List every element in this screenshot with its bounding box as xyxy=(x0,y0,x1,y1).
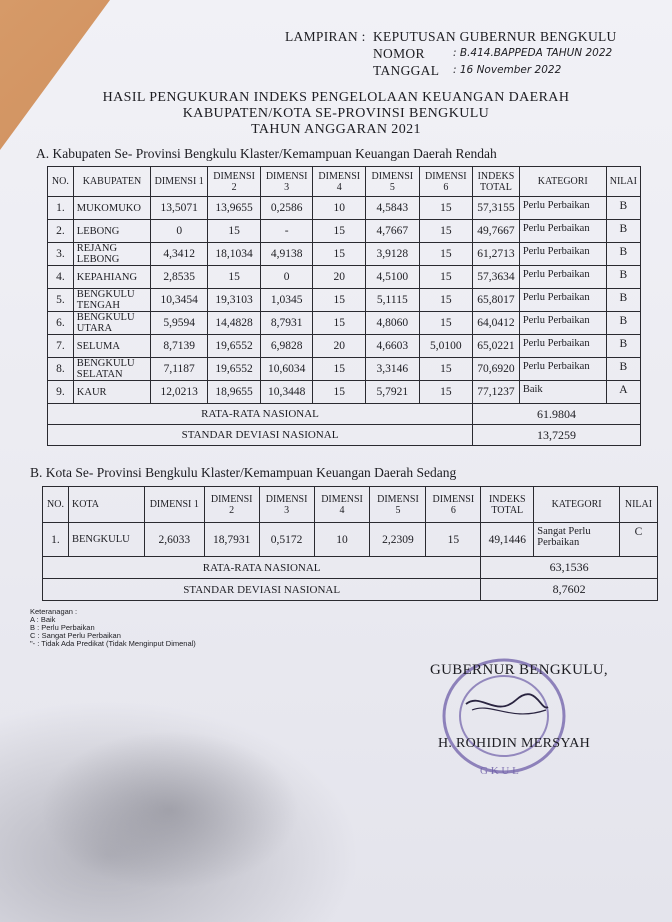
category-cell: Perlu Perbaikan xyxy=(519,220,606,243)
index-total-cell: 57,3155 xyxy=(473,197,520,220)
nomor-label: NOMOR xyxy=(373,46,425,61)
col-header: NILAI xyxy=(619,487,657,523)
row-number: 9. xyxy=(48,381,74,404)
region-name: LEBONG xyxy=(73,220,150,243)
grade-cell: C xyxy=(619,523,657,557)
dimension-cell: 15 xyxy=(419,220,473,243)
col-header: DIMENSI 2 xyxy=(208,167,261,197)
grade-cell: B xyxy=(606,289,640,312)
category-cell: Baik xyxy=(519,381,606,404)
grade-cell: B xyxy=(606,197,640,220)
dimension-cell: 5,1115 xyxy=(366,289,420,312)
dimension-cell: - xyxy=(260,220,313,243)
row-number: 6. xyxy=(48,312,74,335)
index-total-cell: 49,1446 xyxy=(481,523,534,557)
index-total-cell: 61,2713 xyxy=(473,243,520,266)
dimension-cell: 5,9594 xyxy=(151,312,208,335)
std-value: 13,7259 xyxy=(473,425,641,446)
dimension-cell: 2,2309 xyxy=(370,523,426,557)
std-value: 8,7602 xyxy=(481,579,658,601)
dimension-cell: 3,3146 xyxy=(366,358,420,381)
dimension-cell: 4,7667 xyxy=(366,220,420,243)
row-number: 2. xyxy=(48,220,74,243)
dimension-cell: 3,9128 xyxy=(366,243,420,266)
dimension-cell: 0 xyxy=(151,220,208,243)
dimension-cell: 10 xyxy=(313,197,366,220)
row-number: 1. xyxy=(43,523,69,557)
doc-title-line1: HASIL PENGUKURAN INDEKS PENGELOLAAN KEUANGAN DAERAH xyxy=(102,90,570,105)
dimension-cell: 15 xyxy=(419,243,473,266)
col-header: DIMENSI 6 xyxy=(419,167,473,197)
col-header: DIMENSI 5 xyxy=(366,167,420,197)
row-number: 7. xyxy=(48,335,74,358)
index-total-cell: 77,1237 xyxy=(473,381,520,404)
grade-cell: B xyxy=(606,266,640,289)
dimension-cell: 14,4828 xyxy=(208,312,261,335)
dimension-cell: 10,6034 xyxy=(260,358,313,381)
table-header-row xyxy=(48,167,641,197)
dimension-cell: 18,1034 xyxy=(208,243,261,266)
table-row xyxy=(48,266,641,289)
row-number: 4. xyxy=(48,266,74,289)
dimension-cell: 15 xyxy=(419,381,473,404)
dimension-cell: 1,0345 xyxy=(260,289,313,312)
dimension-cell: 10 xyxy=(314,523,370,557)
table-row xyxy=(48,381,641,404)
index-total-cell: 65,8017 xyxy=(473,289,520,312)
index-total-cell: 64,0412 xyxy=(473,312,520,335)
dimension-cell: 13,5071 xyxy=(151,197,208,220)
dimension-cell: 15 xyxy=(208,266,261,289)
col-header: NO. xyxy=(43,487,69,523)
col-header: KOTA xyxy=(68,487,144,523)
std-label: STANDAR DEVIASI NASIONAL xyxy=(43,579,481,601)
region-name: REJANG LEBONG xyxy=(73,243,150,266)
dimension-cell: 2,8535 xyxy=(151,266,208,289)
row-number: 5. xyxy=(48,289,74,312)
col-header: DIMENSI 4 xyxy=(313,167,366,197)
dimension-cell: 4,8060 xyxy=(366,312,420,335)
dimension-cell: 8,7139 xyxy=(151,335,208,358)
table-kota xyxy=(42,486,658,601)
col-header: INDEKS TOTAL xyxy=(473,167,520,197)
col-header: KABUPATEN xyxy=(73,167,150,197)
rata-rata-value: 63,1536 xyxy=(481,557,658,579)
dimension-cell: 0 xyxy=(260,266,313,289)
dimension-cell: 15 xyxy=(313,220,366,243)
legend-item: B : Perlu Perbaikan xyxy=(30,623,95,632)
dimension-cell: 20 xyxy=(313,266,366,289)
dimension-cell: 20 xyxy=(313,335,366,358)
row-number: 3. xyxy=(48,243,74,266)
legend-title: Keteranagan : xyxy=(30,607,78,616)
col-header: DIMENSI 3 xyxy=(259,487,314,523)
grade-cell: B xyxy=(606,335,640,358)
table-row xyxy=(43,523,658,557)
col-header: KATEGORI xyxy=(534,487,620,523)
col-header: DIMENSI 2 xyxy=(204,487,259,523)
col-header: NILAI xyxy=(606,167,640,197)
region-name: BENGKULU TENGAH xyxy=(73,289,150,312)
std-row xyxy=(43,579,658,601)
signature-title: GUBERNUR BENGKULU, xyxy=(430,662,608,678)
shadow xyxy=(40,730,300,890)
grade-cell: A xyxy=(606,381,640,404)
dimension-cell: 15 xyxy=(419,358,473,381)
rata-rata-label: RATA-RATA NASIONAL xyxy=(43,557,481,579)
table-row xyxy=(48,358,641,381)
dimension-cell: 15 xyxy=(419,312,473,335)
dimension-cell: 15 xyxy=(419,266,473,289)
rata-rata-label: RATA-RATA NASIONAL xyxy=(48,404,473,425)
tanggal-value: : 16 November 2022 xyxy=(453,64,562,76)
table-row xyxy=(48,289,641,312)
grade-cell: B xyxy=(606,312,640,335)
legend-notes xyxy=(30,608,196,648)
section-b-heading: B. Kota Se- Provinsi Bengkulu Klaster/Kemampuan Keuangan Daerah Sedang xyxy=(30,465,457,480)
grade-cell: B xyxy=(606,220,640,243)
doc-title-line2: KABUPATEN/KOTA SE-PROVINSI BENGKULU xyxy=(182,106,490,121)
legend-item: C : Sangat Perlu Perbaikan xyxy=(30,631,121,640)
category-cell: Perlu Perbaikan xyxy=(519,197,606,220)
dimension-cell: 15 xyxy=(419,197,473,220)
dimension-cell: 15 xyxy=(313,381,366,404)
letter-header xyxy=(285,28,617,79)
rata-rata-row xyxy=(43,557,658,579)
svg-text:G K U L: G K U L xyxy=(480,765,519,777)
table-row xyxy=(48,243,641,266)
category-cell: Perlu Perbaikan xyxy=(519,266,606,289)
dimension-cell: 4,3412 xyxy=(151,243,208,266)
dimension-cell: 12,0213 xyxy=(151,381,208,404)
section-a-heading: A. Kabupaten Se- Provinsi Bengkulu Klaster/Kemampuan Keuangan Daerah Rendah xyxy=(36,146,497,161)
col-header: DIMENSI 1 xyxy=(151,167,208,197)
region-name: BENGKULU SELATAN xyxy=(73,358,150,381)
table-row xyxy=(48,197,641,220)
table-row xyxy=(48,220,641,243)
col-header: KATEGORI xyxy=(519,167,606,197)
index-total-cell: 70,6920 xyxy=(473,358,520,381)
dimension-cell: 4,5100 xyxy=(366,266,420,289)
lampiran-label: LAMPIRAN : xyxy=(285,29,366,44)
dimension-cell: 2,6033 xyxy=(144,523,204,557)
grade-cell: B xyxy=(606,243,640,266)
dimension-cell: 15 xyxy=(313,289,366,312)
region-name: KEPAHIANG xyxy=(73,266,150,289)
col-header: INDEKS TOTAL xyxy=(481,487,534,523)
dimension-cell: 19,6552 xyxy=(208,358,261,381)
index-total-cell: 65,0221 xyxy=(473,335,520,358)
lampiran-value: KEPUTUSAN GUBERNUR BENGKULU xyxy=(373,29,617,44)
category-cell: Perlu Perbaikan xyxy=(519,335,606,358)
col-header: DIMENSI 1 xyxy=(144,487,204,523)
std-row xyxy=(48,425,641,446)
dimension-cell: 5,7921 xyxy=(366,381,420,404)
col-header: DIMENSI 3 xyxy=(260,167,313,197)
dimension-cell: 6,9828 xyxy=(260,335,313,358)
category-cell: Perlu Perbaikan xyxy=(519,289,606,312)
category-cell: Perlu Perbaikan xyxy=(519,243,606,266)
region-name: KAUR xyxy=(73,381,150,404)
category-cell: Perlu Perbaikan xyxy=(519,358,606,381)
dimension-cell: 18,9655 xyxy=(208,381,261,404)
region-name: BENGKULU xyxy=(68,523,144,557)
dimension-cell: 5,0100 xyxy=(419,335,473,358)
region-name: BENGKULU UTARA xyxy=(73,312,150,335)
dimension-cell: 15 xyxy=(419,289,473,312)
nomor-value: : B.414.BAPPEDA TAHUN 2022 xyxy=(453,47,613,59)
region-name: MUKOMUKO xyxy=(73,197,150,220)
dimension-cell: 10,3454 xyxy=(151,289,208,312)
table-header-row xyxy=(43,487,658,523)
category-cell: Perlu Perbaikan xyxy=(519,312,606,335)
index-total-cell: 57,3634 xyxy=(473,266,520,289)
col-header: NO. xyxy=(48,167,74,197)
row-number: 8. xyxy=(48,358,74,381)
legend-item: "- : Tidak Ada Predikat (Tidak Menginput Dimenal) xyxy=(30,639,196,648)
dimension-cell: 18,7931 xyxy=(204,523,259,557)
col-header: DIMENSI 6 xyxy=(426,487,481,523)
rata-rata-row xyxy=(48,404,641,425)
category-cell: Sangat Perlu Perbaikan xyxy=(534,523,620,557)
dimension-cell: 15 xyxy=(426,523,481,557)
table-row xyxy=(48,335,641,358)
signature-scribble xyxy=(466,694,548,707)
signature-name: H. ROHIDIN MERSYAH xyxy=(438,736,591,751)
dimension-cell: 4,9138 xyxy=(260,243,313,266)
legend-item: A : Baik xyxy=(30,615,56,624)
rata-rata-value: 61.9804 xyxy=(473,404,641,425)
row-number: 1. xyxy=(48,197,74,220)
dimension-cell: 19,6552 xyxy=(208,335,261,358)
col-header: DIMENSI 5 xyxy=(370,487,426,523)
col-header: DIMENSI 4 xyxy=(314,487,370,523)
table-kabupaten xyxy=(47,166,641,446)
table-row xyxy=(48,312,641,335)
dimension-cell: 10,3448 xyxy=(260,381,313,404)
dimension-cell: 4,6603 xyxy=(366,335,420,358)
dimension-cell: 0,5172 xyxy=(259,523,314,557)
dimension-cell: 15 xyxy=(313,358,366,381)
dimension-cell: 15 xyxy=(208,220,261,243)
dimension-cell: 0,2586 xyxy=(260,197,313,220)
dimension-cell: 15 xyxy=(313,243,366,266)
dimension-cell: 13,9655 xyxy=(208,197,261,220)
doc-title-line3: TAHUN ANGGARAN 2021 xyxy=(251,122,421,137)
dimension-cell: 8,7931 xyxy=(260,312,313,335)
std-label: STANDAR DEVIASI NASIONAL xyxy=(48,425,473,446)
dimension-cell: 19,3103 xyxy=(208,289,261,312)
dimension-cell: 4,5843 xyxy=(366,197,420,220)
index-total-cell: 49,7667 xyxy=(473,220,520,243)
region-name: SELUMA xyxy=(73,335,150,358)
dimension-cell: 15 xyxy=(313,312,366,335)
tanggal-label: TANGGAL xyxy=(373,63,440,78)
grade-cell: B xyxy=(606,358,640,381)
dimension-cell: 7,1187 xyxy=(151,358,208,381)
